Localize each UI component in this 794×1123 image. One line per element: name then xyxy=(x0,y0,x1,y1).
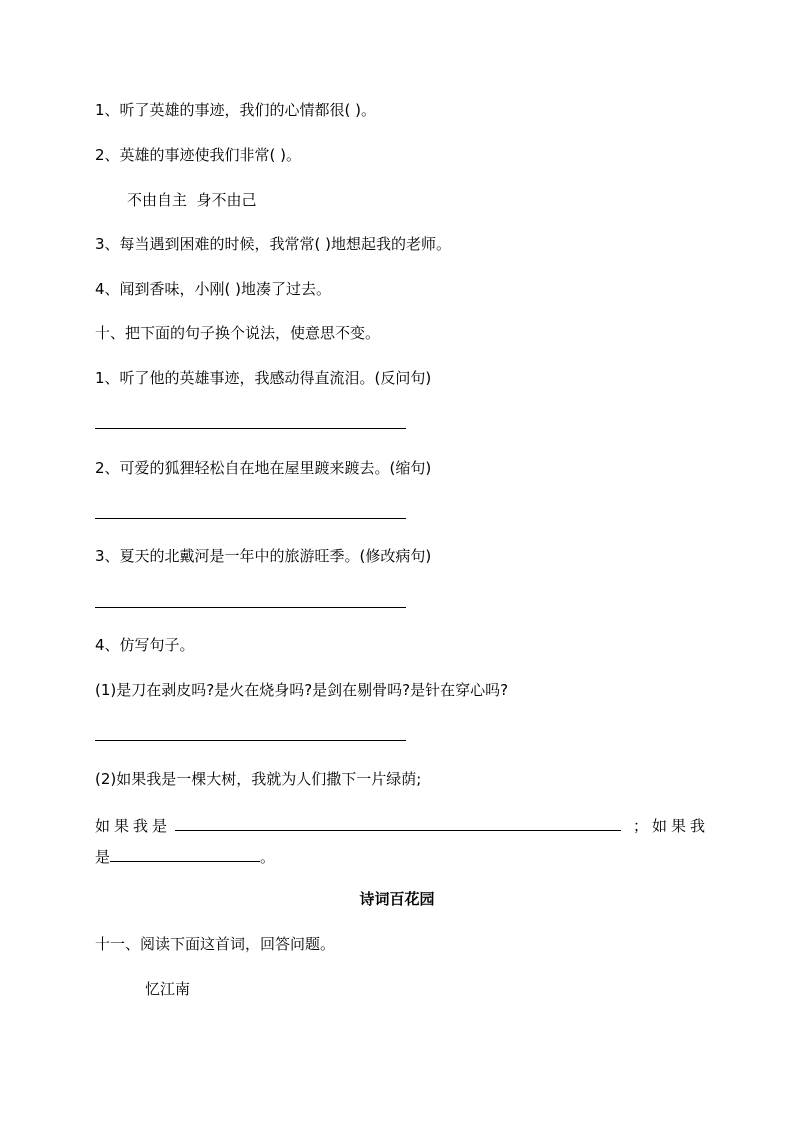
question-10-4: 4、仿写句子。 xyxy=(95,636,195,654)
question-10-4-1: (1)是刀在剥皮吗?是火在烧身吗?是剑在剔骨吗?是针在穿心吗? xyxy=(95,681,509,699)
poetry-section-title: 诗词百花园 xyxy=(359,890,435,908)
fill-sentence-line-2 xyxy=(95,845,275,867)
question-10-3: 3、夏天的北戴河是一年中的旅游旺季。(修改病句) xyxy=(95,547,432,565)
question-10-1: 1、听了他的英雄事迹，我感动得直流泪。(反问句) xyxy=(95,369,432,387)
fill-blank-1[interactable] xyxy=(175,814,621,831)
fill-prefix: 如果我是 xyxy=(95,817,172,835)
poem-title: 忆江南 xyxy=(145,980,191,998)
question-9-1: 1、听了英雄的事迹，我们的心情都很( )。 xyxy=(95,101,377,119)
fill-sentence-line-1 xyxy=(95,814,709,836)
question-9-3: 3、每当遇到困难的时候，我常常( )地想起我的老师。 xyxy=(95,235,452,253)
answer-line-10-1[interactable] xyxy=(95,428,406,429)
section-10-heading: 十、把下面的句子换个说法，使意思不变。 xyxy=(95,324,381,342)
question-9-2: 2、英雄的事迹使我们非常( )。 xyxy=(95,146,302,164)
word-options: 不由自主 身不由己 xyxy=(127,191,257,209)
question-10-4-2: (2)如果我是一棵大树，我就为人们撒下一片绿荫; xyxy=(95,770,422,788)
section-11-heading: 十一、阅读下面这首词，回答问题。 xyxy=(95,935,336,953)
fill-line2-prefix: 是 xyxy=(95,848,111,866)
answer-line-10-4-1[interactable] xyxy=(95,740,406,741)
fill-end: 。 xyxy=(260,848,276,866)
answer-line-10-2[interactable] xyxy=(95,518,406,519)
question-9-4: 4、闻到香味，小刚( )地凑了过去。 xyxy=(95,280,332,298)
question-10-2: 2、可爱的狐狸轻松自在地在屋里踱来踱去。(缩句) xyxy=(95,459,432,477)
fill-blank-2[interactable] xyxy=(110,845,260,862)
answer-line-10-3[interactable] xyxy=(95,607,406,608)
fill-mid: ；如果我 xyxy=(633,817,710,835)
